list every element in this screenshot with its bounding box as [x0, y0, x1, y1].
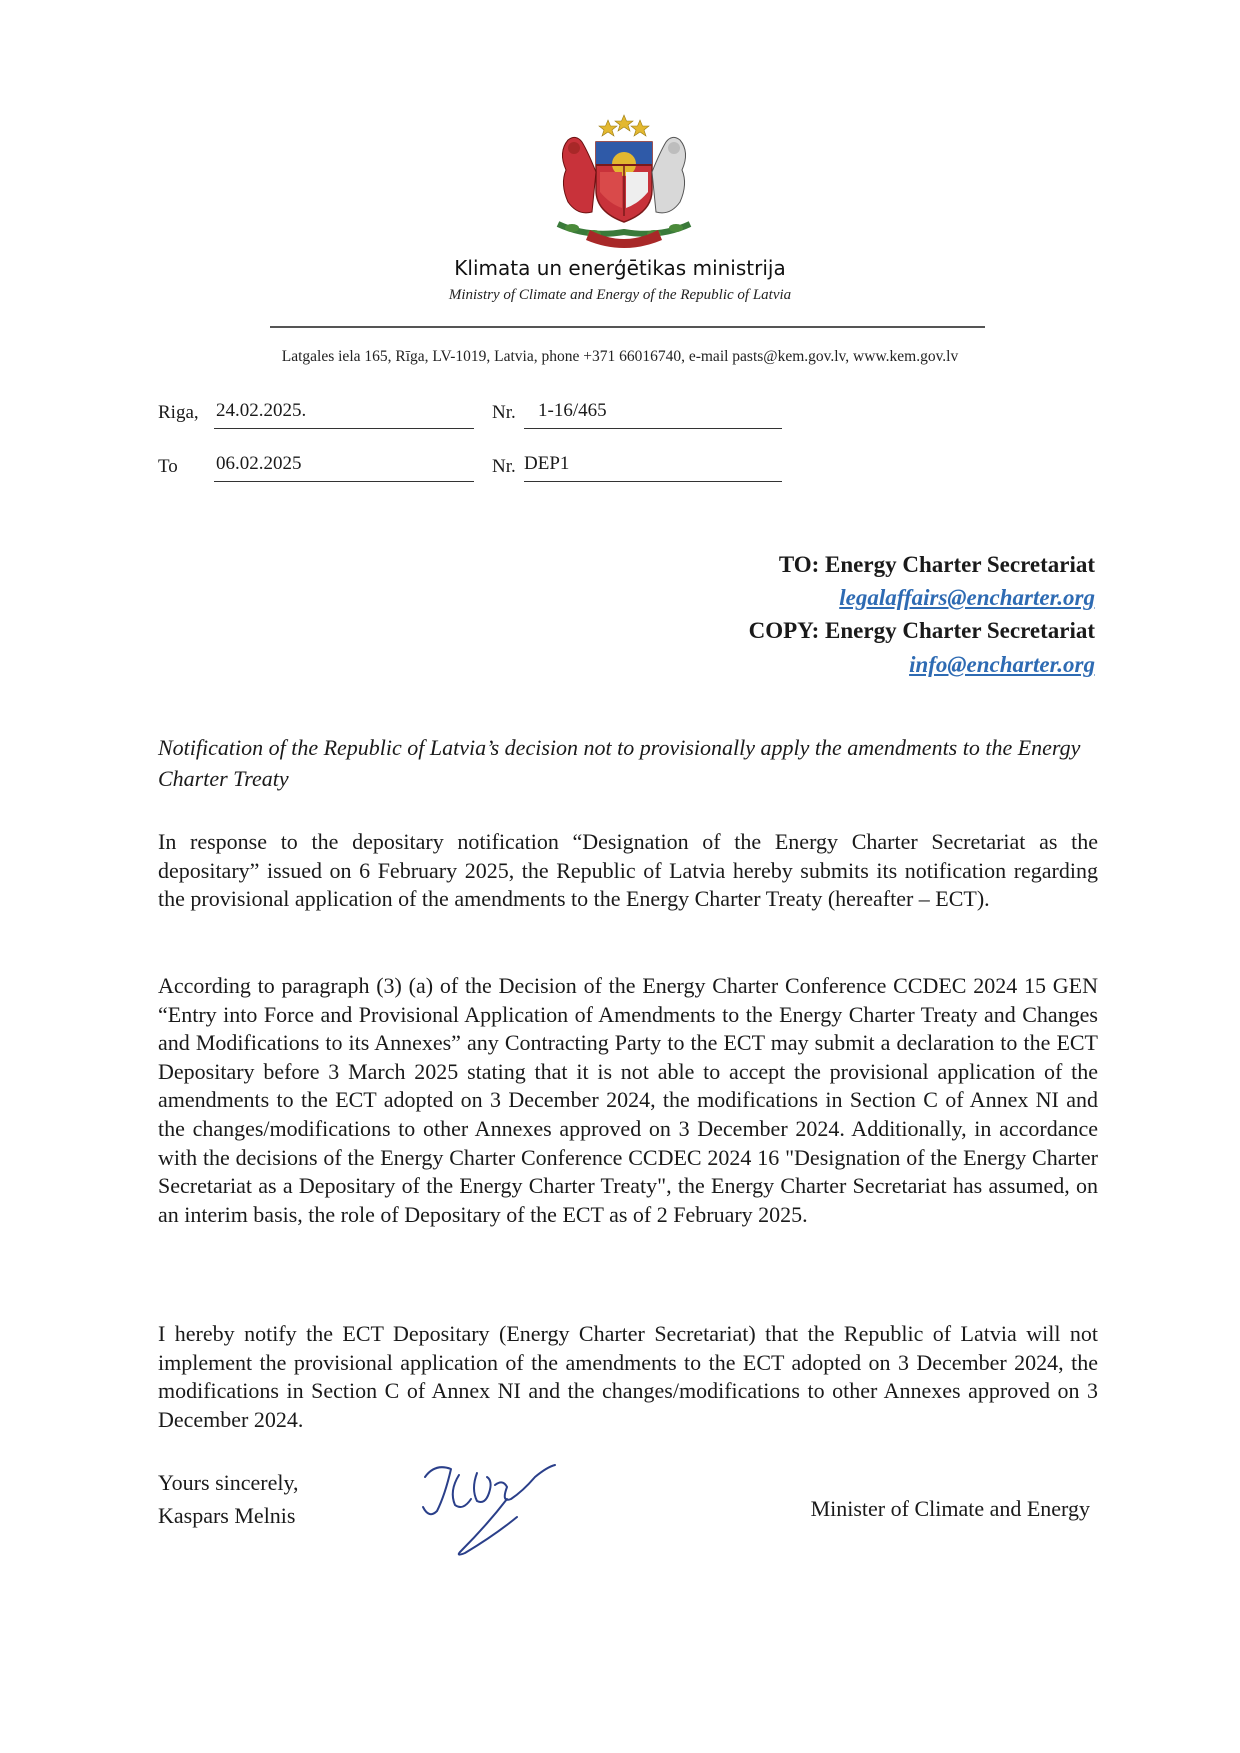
reference-number: DEP1: [524, 453, 570, 474]
nr-label: Nr.: [492, 402, 516, 423]
ministry-name-english: Ministry of Climate and Energy of the Republic of Latvia: [448, 287, 792, 303]
letter-subject: Notification of the Republic of Latvia’s decision not to provisionally apply the amendments to the Energy Charter Treaty: [158, 735, 1081, 791]
latvia-coat-of-arms-icon: [538, 112, 710, 254]
recipient-copy: COPY: Energy Charter Secretariat: [748, 618, 1095, 643]
reference-number-underline: [524, 481, 782, 482]
letter-number: 1-16/465: [538, 400, 607, 421]
place-label: Riga,: [158, 402, 199, 423]
letter-number-underline: [524, 428, 782, 429]
reference-date: 06.02.2025: [216, 453, 302, 474]
body-paragraph-2: According to paragraph (3) (a) of the Decision of the Energy Charter Conference CCDEC 2024 15 GEN “Entry into Force and Provisional Application of Amendments to the Energy Charter Treaty and Changes and Modifications to its Annexes” any Contracting Party to the ECT may submit a declaration to the ECT Depositary before 3 March 2025 stating that it is not able to accept the provisional application of the amendments to the ECT adopted on 3 December 2024, the modifications in Section C of Annex NI and the changes/modifications to other Annexes approved on 3 December 2024. Additionally, in accordance with the decisions of the Energy Charter Conference CCDEC 2024 16 "Designation of the Energy Charter Secretariat as a Depositary of the Energy Charter Treaty", the Energy Charter Secretariat has assumed, on an interim basis, the role of Depositary of the ECT as of 2 February 2025.: [158, 973, 1098, 1227]
body-paragraph-1: In response to the depositary notification “Designation of the Energy Charter Secretariat as the depositary” issued on 6 February 2025, the Republic of Latvia hereby submits its notification regarding the provisional application of the amendments to the Energy Charter Treaty (hereafter – ECT).: [158, 829, 1098, 912]
letter-date: 24.02.2025.: [216, 400, 307, 421]
signatory-title: Minister of Climate and Energy: [810, 1496, 1090, 1521]
recipient-to: TO: Energy Charter Secretariat: [778, 552, 1095, 577]
letter-date-underline: [214, 428, 474, 429]
closing-salutation: Yours sincerely,: [158, 1470, 299, 1495]
body-paragraph-3: I hereby notify the ECT Depositary (Energy Charter Secretariat) that the Republic of Latvia will not implement the provisional application of the amendments to the ECT adopted on 3 December 2024, the modifications in Section C of Annex NI and the changes/modifications to other Annexes approved on 3 December 2024.: [158, 1321, 1098, 1432]
ministry-address: Latgales iela 165, Rīga, LV-1019, Latvia, phone +371 66016740, e-mail pasts@kem.gov.lv, www.kem.gov.lv: [281, 348, 959, 365]
header-divider: [270, 326, 985, 328]
ministry-name: Klimata un enerģētikas ministrija: [454, 256, 786, 280]
signatory-name: Kaspars Melnis: [158, 1503, 296, 1528]
to-label: To: [158, 456, 178, 477]
recipient-to-email[interactable]: legalaffairs@encharter.org: [839, 585, 1095, 610]
recipient-copy-email[interactable]: info@encharter.org: [909, 652, 1095, 677]
handwritten-signature: [415, 1455, 585, 1560]
reference-nr-label: Nr.: [492, 456, 516, 477]
reference-date-underline: [214, 481, 474, 482]
